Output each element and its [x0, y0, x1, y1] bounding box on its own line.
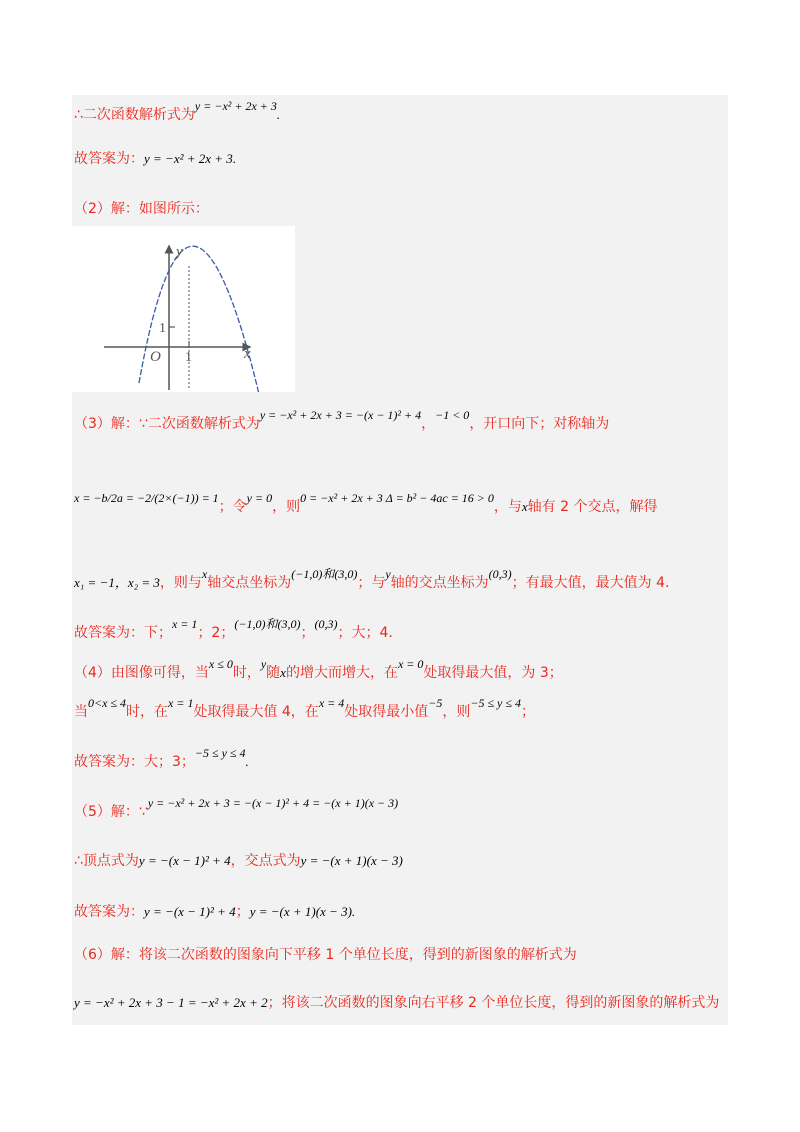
formula: y — [260, 657, 267, 671]
line-6 — [74, 567, 670, 592]
text: 轴有 2 个交点，解得 — [527, 499, 658, 515]
parabola-figure — [72, 226, 295, 392]
text: 的增大而增大，在 — [285, 665, 398, 681]
text: 故答案为：下； — [74, 625, 172, 641]
formula: y = −x² + 2x + 3 = −(x − 1)² + 4 = −(x + 1)(x − 3) — [147, 796, 399, 810]
origin-label: O — [150, 349, 161, 365]
formula: x = −b/2a = −2/(2×(−1)) = 1 — [74, 491, 219, 505]
formula: y = 0 — [246, 491, 273, 505]
text: ； — [235, 904, 250, 920]
text: ； — [300, 625, 315, 641]
parabola-curve — [139, 246, 259, 392]
formula: y = −x² + 2x + 3 — [194, 99, 277, 113]
text: （5）解：∵ — [74, 804, 148, 820]
line-8 — [74, 657, 563, 682]
formula: y = −(x − 1)² + 4 — [138, 853, 231, 868]
text: 时，在 — [126, 704, 169, 720]
period: . — [351, 904, 356, 919]
line-4 — [74, 408, 610, 433]
y-axis-label: y — [176, 244, 183, 260]
formula: x — [280, 665, 286, 680]
text: ，则与 — [159, 575, 202, 591]
line-9 — [74, 696, 535, 721]
formula: y = −(x + 1)(x − 3) — [249, 904, 352, 919]
text: 处取得最大值，为 3； — [423, 665, 563, 681]
formula: x₁ = −1，x₂ = 3 — [74, 575, 160, 590]
text: ；2； — [197, 625, 235, 641]
text: 处取得最大值 4，在 — [193, 704, 319, 720]
line-5 — [74, 491, 658, 516]
formula: (−1,0)和(3,0) — [234, 617, 301, 631]
formula: y = −(x + 1)(x − 3) — [300, 853, 403, 868]
formula: x = 0 — [397, 657, 424, 671]
text: ，与 — [493, 499, 522, 515]
line-1 — [74, 99, 281, 124]
line-11 — [74, 796, 399, 821]
formula: −1 < 0 — [435, 408, 470, 422]
text: ；大；4. — [337, 625, 393, 641]
text: ∴二次函数解析式为 — [74, 107, 195, 123]
formula: x = 4 — [318, 696, 345, 710]
text: ；令 — [218, 499, 247, 515]
formula: y = −x² + 2x + 3 = −(x − 1)² + 4 — [259, 408, 422, 422]
line-13 — [74, 903, 355, 921]
period: . — [276, 107, 281, 122]
formula: x ≤ 0 — [208, 657, 233, 671]
text: 故答案为： — [74, 904, 144, 920]
line-7 — [74, 617, 393, 642]
formula: y = −(x − 1)² + 4 — [144, 904, 236, 919]
formula: 0<x ≤ 4 — [88, 696, 127, 710]
text: （6）解：将该二次函数的图象向下平移 1 个单位长度，得到的新图象的解析式为 — [74, 947, 577, 963]
formula: −5 ≤ y ≤ 4 — [470, 696, 521, 710]
text: ，交点式为 — [230, 853, 301, 869]
text: ，则 — [272, 499, 301, 515]
line-2 — [74, 150, 236, 168]
text: ；将该二次函数的图象向右平移 2 个单位长度，得到的新图象的解析式为 — [267, 995, 720, 1011]
text: ，开口向下；对称轴为 — [469, 416, 610, 432]
formula: x = 1 — [168, 696, 194, 710]
text: ， — [421, 416, 436, 432]
line-3 — [74, 200, 209, 218]
period: . — [232, 151, 237, 166]
formula: −5 ≤ y ≤ 4 — [194, 746, 246, 760]
text: 当 — [74, 704, 88, 720]
text: ∴顶点式为 — [74, 853, 139, 869]
formula: (0,3) — [488, 567, 512, 581]
text: ； — [520, 704, 535, 720]
text: 随 — [266, 665, 281, 681]
tick-y-label: 1 — [159, 321, 166, 336]
x-axis-label: x — [244, 346, 251, 362]
text: 故答案为：大；3； — [74, 754, 195, 770]
line-14 — [74, 946, 577, 964]
text: 故答案为： — [74, 151, 144, 167]
text: 处取得最小值 — [344, 704, 429, 720]
formula: −5 — [428, 696, 443, 710]
line-10 — [74, 746, 249, 771]
text: ；有最大值，最大值为 4. — [511, 575, 670, 591]
text: （3）解：∵二次函数解析式为 — [74, 416, 260, 432]
text: ；与 — [357, 575, 386, 591]
formula: x = 1 — [172, 617, 198, 631]
line-15 — [74, 994, 719, 1012]
formula: (−1,0)和(3,0) — [291, 567, 358, 581]
formula: 0 = −x² + 2x + 3 Δ = b² − 4ac = 16 > 0 — [300, 491, 494, 505]
formula: y — [385, 567, 391, 581]
formula: y = −x² + 2x + 3 — [144, 151, 233, 166]
line-12 — [74, 852, 403, 870]
formula: x — [201, 567, 208, 581]
text: （2）解：如图所示： — [74, 201, 209, 217]
formula: x — [521, 499, 528, 514]
period: . — [245, 754, 249, 769]
tick-x-label: 1 — [185, 350, 192, 365]
text: （4）由图像可得，当 — [74, 665, 209, 681]
formula: y = −x² + 2x + 3 − 1 = −x² + 2x + 2 — [74, 995, 268, 1010]
text: ，则 — [442, 704, 471, 720]
text: 轴交点坐标为 — [207, 575, 292, 591]
formula: (0,3) — [314, 617, 338, 631]
text: 轴的交点坐标为 — [390, 575, 489, 591]
text: 时， — [232, 665, 261, 681]
